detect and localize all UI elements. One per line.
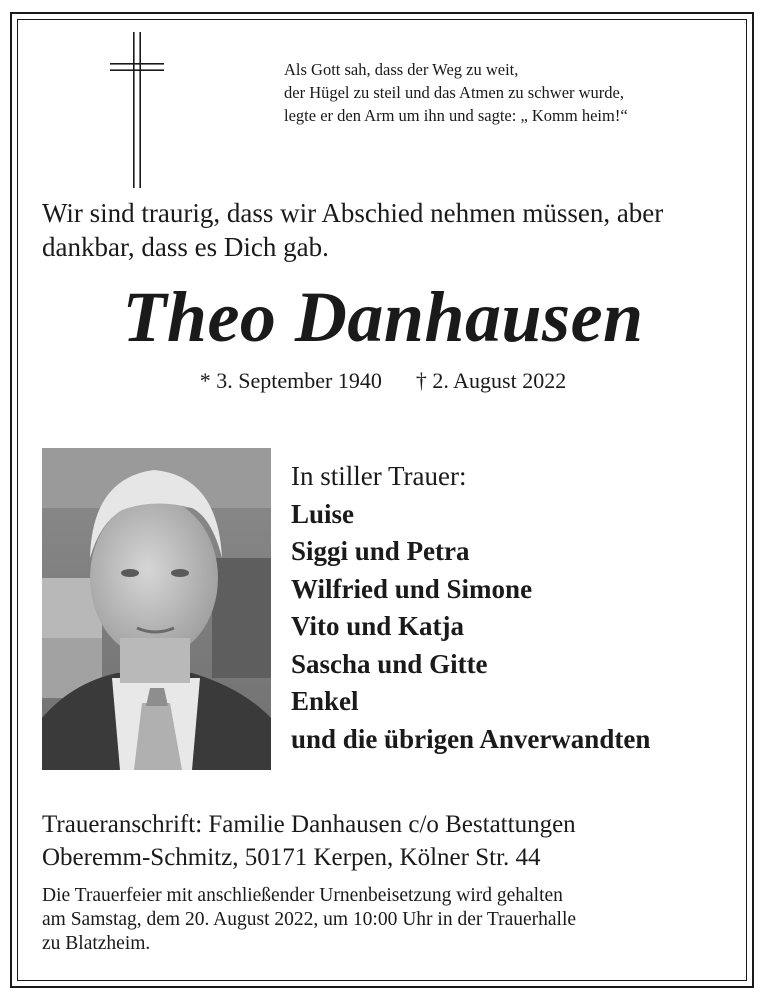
intro-line: Wir sind traurig, dass wir Abschied nehmen müssen, aber bbox=[42, 198, 664, 228]
portrait-photo bbox=[42, 448, 271, 770]
verse bbox=[284, 58, 628, 127]
life-dates bbox=[0, 368, 766, 394]
mourner-name: Wilfried und Simone bbox=[291, 573, 533, 604]
intro-line: dankbar, dass es Dich gab. bbox=[42, 232, 329, 262]
mourning-address bbox=[42, 808, 576, 874]
ceremony-line: am Samstag, dem 20. August 2022, um 10:00 Uhr in der Trauerhalle bbox=[42, 909, 577, 930]
mourner-name: Siggi und Petra bbox=[291, 536, 470, 566]
mourner-name: und die übrigen Anverwandten bbox=[291, 723, 651, 754]
address-line: Oberemm-Schmitz, 50171 Kerpen, Kölner Str. 44 bbox=[42, 844, 541, 871]
address-line: Traueranschrift: Familie Danhausen c/o Bestattungen bbox=[42, 811, 576, 838]
death-date: † 2. August 2022 bbox=[415, 368, 567, 393]
mourner-name: Vito und Katja bbox=[291, 611, 465, 641]
mourner-name: Sascha und Gitte bbox=[291, 648, 488, 679]
ceremony-line: Die Trauerfeier mit anschließender Urnenbeisetzung wird gehalten bbox=[42, 885, 563, 906]
verse-line: Als Gott sah, dass der Weg zu weit, bbox=[284, 60, 519, 79]
ceremony-notice bbox=[42, 884, 742, 956]
intro-text bbox=[42, 196, 732, 264]
portrait-image bbox=[42, 448, 271, 770]
deceased-name: Theo Danhausen bbox=[122, 277, 644, 357]
mourner-name: Luise bbox=[291, 498, 355, 529]
ceremony-line: zu Blatzheim. bbox=[42, 933, 151, 954]
verse-line: legte er den Arm um ihn und sagte: „ Komm heim!“ bbox=[284, 106, 628, 125]
mourners-heading: In stiller Trauer: bbox=[291, 461, 467, 491]
mourner-name: Enkel bbox=[291, 686, 359, 716]
birth-date: * 3. September 1940 bbox=[199, 368, 382, 393]
cross-icon bbox=[110, 32, 164, 188]
verse-line: der Hügel zu steil und das Atmen zu schwer wurde, bbox=[284, 83, 624, 102]
mourners-list bbox=[291, 458, 650, 758]
